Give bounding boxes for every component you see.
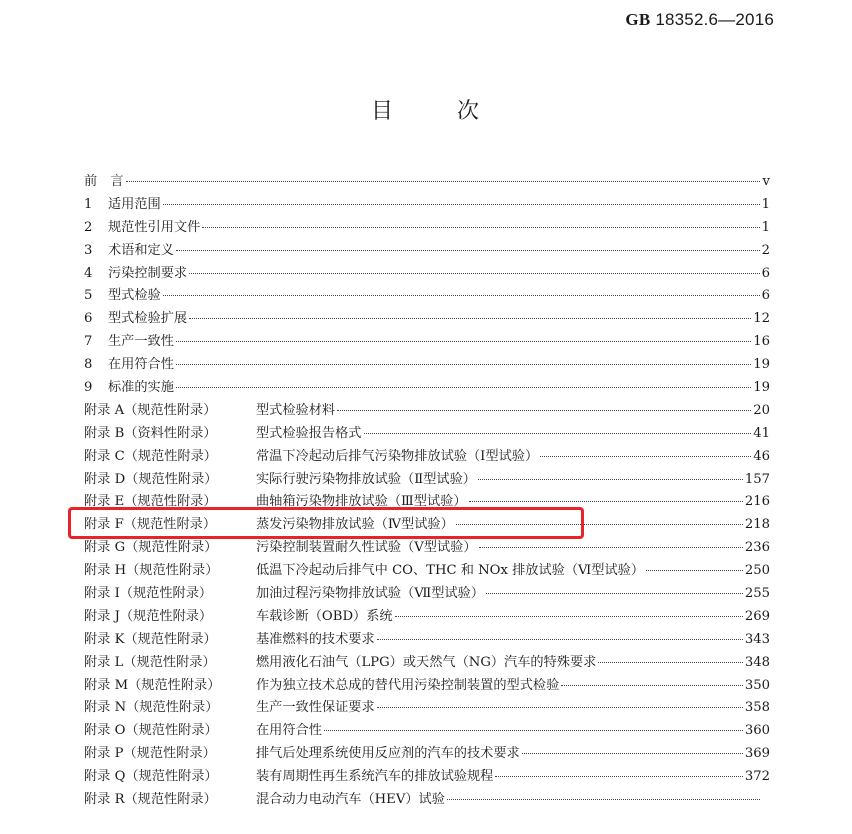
toc-entry[interactable] bbox=[84, 582, 770, 605]
toc-entry[interactable] bbox=[84, 307, 770, 330]
toc-entry[interactable] bbox=[84, 170, 770, 193]
toc-title: 型式检验报告格式 bbox=[256, 425, 362, 441]
toc-entry[interactable] bbox=[84, 628, 770, 651]
toc-number: 7 bbox=[84, 334, 93, 350]
standard-code bbox=[625, 10, 774, 30]
title-char-1: 目 bbox=[370, 99, 395, 124]
toc-page-number: 6 bbox=[761, 288, 770, 304]
toc-entry[interactable] bbox=[84, 674, 770, 697]
toc-title: 基准燃料的技术要求 bbox=[256, 631, 375, 647]
toc-dot-leader bbox=[176, 363, 751, 365]
toc-title: 适用范围 bbox=[108, 196, 161, 212]
toc-title: 蒸发污染物排放试验（Ⅳ型试验） bbox=[256, 517, 454, 533]
toc-entry[interactable] bbox=[84, 262, 770, 285]
toc-dot-leader bbox=[495, 775, 742, 777]
toc-entry[interactable] bbox=[84, 284, 770, 307]
toc-entry[interactable] bbox=[84, 788, 770, 811]
toc-appendix-label: 附录 K（规范性附录） bbox=[84, 631, 217, 647]
toc-dot-leader bbox=[202, 226, 759, 228]
toc-number: 6 bbox=[84, 311, 93, 327]
toc-page-number: 46 bbox=[753, 448, 770, 464]
toc-entry[interactable] bbox=[84, 696, 770, 719]
toc-entry[interactable] bbox=[84, 559, 770, 582]
toc-entry[interactable] bbox=[84, 765, 770, 788]
toc-dot-leader bbox=[561, 684, 743, 686]
toc-title: 排气后处理系统使用反应剂的汽车的技术要求 bbox=[256, 746, 520, 762]
toc-page-number: 41 bbox=[753, 425, 770, 441]
toc-page-number: 216 bbox=[744, 494, 770, 510]
toc-page-number: 6 bbox=[761, 265, 770, 281]
toc-title: 型式检验扩展 bbox=[108, 311, 188, 327]
toc-dot-leader bbox=[540, 455, 751, 457]
toc-appendix-label: 附录 I（规范性附录） bbox=[84, 586, 213, 602]
toc-appendix-label: 附录 L（规范性附录） bbox=[84, 654, 216, 670]
page-title bbox=[0, 94, 852, 125]
toc-title: 燃用液化石油气（LPG）或天然气（NG）汽车的特殊要求 bbox=[256, 654, 597, 670]
toc-dot-leader bbox=[176, 386, 751, 388]
toc-dot-leader bbox=[522, 752, 743, 754]
toc-dot-leader bbox=[479, 546, 743, 548]
highlight-box bbox=[68, 507, 584, 539]
toc-dot-leader bbox=[189, 272, 759, 274]
toc-title: 生产一致性 bbox=[108, 334, 174, 350]
toc-page-number: v bbox=[762, 174, 770, 189]
toc-page-number: 157 bbox=[744, 471, 770, 487]
toc-title: 污染控制装置耐久性试验（Ⅴ型试验） bbox=[256, 540, 477, 556]
toc-title: 混合动力电动汽车（HEV）试验 bbox=[256, 792, 445, 808]
toc-number: 5 bbox=[84, 288, 93, 304]
toc-entry[interactable] bbox=[84, 239, 770, 262]
toc-appendix-label: 附录 F（规范性附录） bbox=[84, 517, 217, 533]
toc-appendix-label: 附录 N（规范性附录） bbox=[84, 700, 219, 716]
toc-appendix-label: 附录 B（资料性附录） bbox=[84, 425, 217, 441]
toc-title: 在用符合性 bbox=[108, 357, 174, 373]
toc-page-number: 20 bbox=[753, 402, 770, 418]
toc-dot-leader bbox=[469, 500, 743, 502]
toc-title: 常温下冷起动后排气污染物排放试验（Ⅰ型试验） bbox=[256, 448, 539, 464]
toc-dot-leader bbox=[377, 638, 743, 640]
title-char-2: 次 bbox=[457, 99, 482, 124]
toc-appendix-label: 附录 E（规范性附录） bbox=[84, 494, 217, 510]
toc-dot-leader bbox=[189, 317, 751, 319]
toc-appendix-label: 附录 P（规范性附录） bbox=[84, 746, 216, 762]
toc-appendix-label: 附录 H（规范性附录） bbox=[84, 563, 219, 579]
toc-title: 在用符合性 bbox=[256, 723, 322, 739]
toc-page-number: 250 bbox=[744, 563, 770, 579]
toc-dot-leader bbox=[395, 615, 743, 617]
toc-appendix-label: 附录 A（规范性附录） bbox=[84, 402, 217, 418]
toc-entry[interactable] bbox=[84, 742, 770, 765]
toc-page-number: 269 bbox=[744, 608, 770, 624]
toc-page-number: 372 bbox=[744, 769, 770, 785]
toc-page-number: 360 bbox=[744, 723, 770, 739]
toc-appendix-label: 附录 J（规范性附录） bbox=[84, 608, 213, 624]
toc-page-number: 1 bbox=[761, 219, 770, 235]
toc-page-number: 16 bbox=[753, 334, 770, 350]
toc-number: 8 bbox=[84, 357, 93, 373]
toc-page-number: 369 bbox=[744, 746, 770, 762]
toc-number: 4 bbox=[84, 265, 93, 281]
toc-dot-leader bbox=[324, 729, 743, 731]
toc-appendix-label: 附录 C（规范性附录） bbox=[84, 448, 217, 464]
toc-title: 加油过程污染物排放试验（Ⅶ型试验） bbox=[256, 586, 485, 602]
toc-title: 生产一致性保证要求 bbox=[256, 700, 375, 716]
toc-page-number: 12 bbox=[753, 311, 770, 327]
toc-number: 3 bbox=[84, 242, 93, 258]
toc-title: 实际行驶污染物排放试验（Ⅱ型试验） bbox=[256, 471, 476, 487]
toc-page-number: 236 bbox=[744, 540, 770, 556]
toc-dot-leader bbox=[176, 249, 760, 251]
toc-page-number: 19 bbox=[753, 380, 770, 396]
toc-entry[interactable] bbox=[84, 536, 770, 559]
toc-number: 1 bbox=[84, 196, 93, 212]
toc-title: 规范性引用文件 bbox=[108, 219, 201, 235]
toc-dot-leader bbox=[486, 592, 743, 594]
toc-title: 曲轴箱污染物排放试验（Ⅲ型试验） bbox=[256, 494, 467, 510]
toc-dot-leader bbox=[598, 661, 742, 663]
toc-page-number: 1 bbox=[761, 196, 770, 212]
toc-dot-leader bbox=[364, 432, 752, 434]
toc-entry[interactable] bbox=[84, 605, 770, 628]
toc-title: 装有周期性再生系统汽车的排放试验规程 bbox=[256, 769, 494, 785]
toc-title: 车载诊断（OBD）系统 bbox=[256, 608, 393, 624]
toc-title: 型式检验 bbox=[108, 288, 161, 304]
toc-entry[interactable] bbox=[84, 651, 770, 674]
toc-appendix-label: 附录 Q（规范性附录） bbox=[84, 769, 218, 785]
toc-number: 9 bbox=[84, 380, 93, 396]
toc-title: 前 言 bbox=[84, 174, 124, 189]
toc-page-number: 343 bbox=[744, 631, 770, 647]
toc-dot-leader bbox=[447, 798, 760, 800]
toc-appendix-label: 附录 D（规范性附录） bbox=[84, 471, 218, 487]
table-of-contents bbox=[84, 170, 770, 811]
toc-appendix-label: 附录 M（规范性附录） bbox=[84, 677, 221, 693]
toc-dot-leader bbox=[337, 409, 751, 411]
toc-entry[interactable] bbox=[84, 468, 770, 491]
toc-appendix-label: 附录 R（规范性附录） bbox=[84, 792, 217, 808]
toc-appendix-label: 附录 O（规范性附录） bbox=[84, 723, 218, 739]
toc-dot-leader bbox=[478, 478, 743, 480]
toc-title: 污染控制要求 bbox=[108, 265, 188, 281]
toc-title: 标准的实施 bbox=[108, 380, 174, 396]
toc-appendix-label: 附录 G（规范性附录） bbox=[84, 540, 218, 556]
toc-page-number: 19 bbox=[753, 357, 770, 373]
toc-title: 低温下冷起动后排气中 CO、THC 和 NOx 排放试验（Ⅵ型试验） bbox=[256, 563, 645, 579]
toc-entry[interactable] bbox=[84, 422, 770, 445]
toc-page-number: 255 bbox=[744, 586, 770, 602]
toc-entry[interactable] bbox=[84, 719, 770, 742]
toc-entry[interactable] bbox=[84, 216, 770, 239]
toc-entry[interactable] bbox=[84, 445, 770, 468]
toc-number: 2 bbox=[84, 219, 93, 235]
toc-dot-leader bbox=[176, 340, 751, 342]
toc-title: 型式检验材料 bbox=[256, 402, 336, 418]
toc-page-number: 218 bbox=[744, 517, 770, 533]
toc-entry[interactable] bbox=[84, 330, 770, 353]
toc-page-number: 358 bbox=[744, 700, 770, 716]
toc-entry[interactable] bbox=[84, 399, 770, 422]
toc-page-number: 2 bbox=[761, 242, 770, 258]
toc-page-number: 350 bbox=[744, 677, 770, 693]
standard-code-prefix: GB bbox=[625, 10, 651, 29]
toc-dot-leader bbox=[126, 180, 760, 182]
toc-dot-leader bbox=[163, 294, 760, 296]
toc-dot-leader bbox=[163, 203, 760, 205]
toc-dot-leader bbox=[646, 569, 743, 571]
toc-page-number: 348 bbox=[744, 654, 770, 670]
toc-title: 作为独立技术总成的替代用污染控制装置的型式检验 bbox=[256, 677, 560, 693]
toc-entry[interactable] bbox=[84, 193, 770, 216]
toc-dot-leader bbox=[377, 706, 743, 708]
toc-entry[interactable] bbox=[84, 353, 770, 376]
toc-entry[interactable] bbox=[84, 376, 770, 399]
toc-title: 术语和定义 bbox=[108, 242, 174, 258]
standard-code-number: 18352.6—2016 bbox=[655, 10, 774, 29]
